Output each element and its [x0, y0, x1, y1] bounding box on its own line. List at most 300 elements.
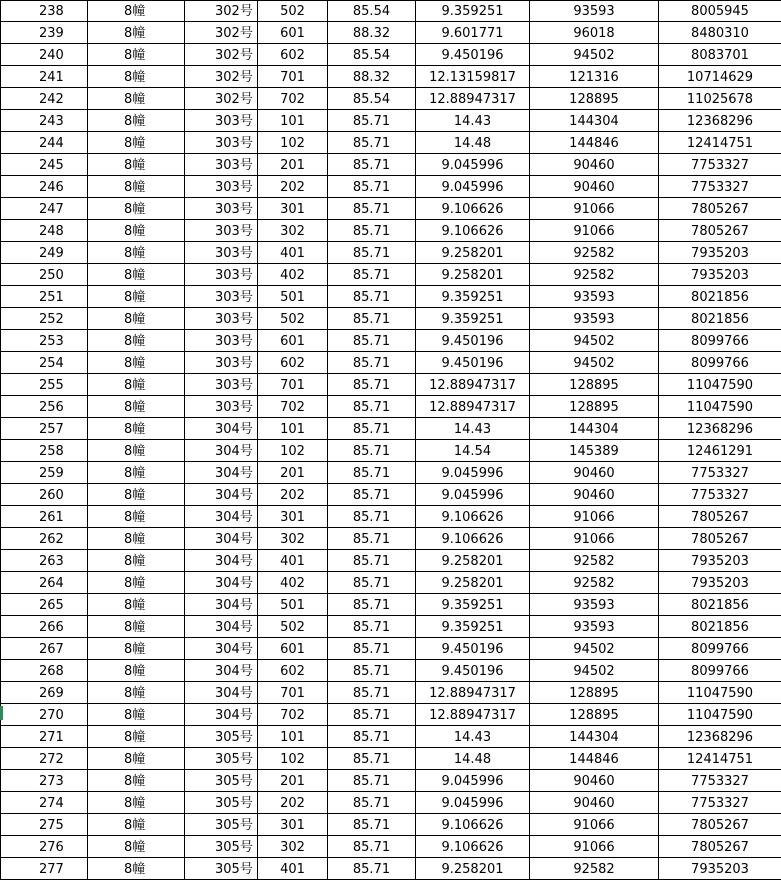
cell-price[interactable]: 91066: [530, 528, 659, 550]
cell-total[interactable]: 7935203: [659, 572, 781, 594]
cell-total[interactable]: 11025678: [659, 88, 781, 110]
cell-unit[interactable]: 304号: [185, 418, 258, 440]
cell-row-no[interactable]: 262: [1, 528, 88, 550]
cell-unit-price[interactable]: 9.450196: [416, 660, 530, 682]
cell-price[interactable]: 128895: [530, 704, 659, 726]
cell-unit[interactable]: 303号: [185, 198, 258, 220]
cell-total[interactable]: 8021856: [659, 286, 781, 308]
cell-total[interactable]: 7805267: [659, 220, 781, 242]
cell-unit-price[interactable]: 9.450196: [416, 330, 530, 352]
cell-total[interactable]: 8480310: [659, 22, 781, 44]
cell-row-no[interactable]: 250: [1, 264, 88, 286]
cell-price[interactable]: 91066: [530, 506, 659, 528]
cell-row-no[interactable]: 271: [1, 726, 88, 748]
cell-unit[interactable]: 302号: [185, 22, 258, 44]
cell-row-no[interactable]: 241: [1, 66, 88, 88]
cell-room[interactable]: 302: [258, 528, 328, 550]
cell-row-no[interactable]: 251: [1, 286, 88, 308]
cell-price[interactable]: 144304: [530, 110, 659, 132]
cell-total[interactable]: 7805267: [659, 836, 781, 858]
cell-area[interactable]: 85.71: [328, 374, 416, 396]
cell-building[interactable]: 8幢: [88, 616, 185, 638]
cell-unit[interactable]: 302号: [185, 66, 258, 88]
cell-unit-price[interactable]: 9.450196: [416, 638, 530, 660]
cell-room[interactable]: 601: [258, 330, 328, 352]
cell-total[interactable]: 8099766: [659, 660, 781, 682]
cell-row-no[interactable]: 258: [1, 440, 88, 462]
cell-row-no[interactable]: 265: [1, 594, 88, 616]
cell-room[interactable]: 401: [258, 550, 328, 572]
cell-area[interactable]: 85.71: [328, 308, 416, 330]
cell-price[interactable]: 92582: [530, 858, 659, 880]
cell-unit[interactable]: 305号: [185, 726, 258, 748]
cell-unit-price[interactable]: 9.258201: [416, 858, 530, 880]
cell-total[interactable]: 7935203: [659, 858, 781, 880]
cell-building[interactable]: 8幢: [88, 528, 185, 550]
cell-room[interactable]: 301: [258, 198, 328, 220]
cell-row-no[interactable]: 244: [1, 132, 88, 154]
cell-unit[interactable]: 305号: [185, 792, 258, 814]
cell-room[interactable]: 202: [258, 176, 328, 198]
cell-row-no[interactable]: 246: [1, 176, 88, 198]
cell-price[interactable]: 90460: [530, 484, 659, 506]
cell-unit-price[interactable]: 9.106626: [416, 198, 530, 220]
cell-building[interactable]: 8幢: [88, 308, 185, 330]
cell-row-no[interactable]: 261: [1, 506, 88, 528]
cell-total[interactable]: 7753327: [659, 792, 781, 814]
cell-total[interactable]: 11047590: [659, 396, 781, 418]
cell-total[interactable]: 8021856: [659, 616, 781, 638]
cell-price[interactable]: 94502: [530, 352, 659, 374]
cell-unit-price[interactable]: 9.045996: [416, 462, 530, 484]
cell-unit[interactable]: 303号: [185, 220, 258, 242]
cell-building[interactable]: 8幢: [88, 792, 185, 814]
cell-unit-price[interactable]: 9.258201: [416, 264, 530, 286]
cell-unit-price[interactable]: 9.045996: [416, 770, 530, 792]
cell-price[interactable]: 90460: [530, 176, 659, 198]
cell-price[interactable]: 92582: [530, 264, 659, 286]
cell-row-no[interactable]: 254: [1, 352, 88, 374]
cell-unit[interactable]: 302号: [185, 1, 258, 22]
cell-row-no[interactable]: 274: [1, 792, 88, 814]
cell-area[interactable]: 85.71: [328, 462, 416, 484]
cell-unit[interactable]: 303号: [185, 374, 258, 396]
cell-room[interactable]: 602: [258, 352, 328, 374]
cell-row-no[interactable]: 255: [1, 374, 88, 396]
cell-total[interactable]: 7753327: [659, 462, 781, 484]
cell-building[interactable]: 8幢: [88, 726, 185, 748]
cell-row-no[interactable]: 238: [1, 1, 88, 22]
cell-price[interactable]: 90460: [530, 154, 659, 176]
cell-building[interactable]: 8幢: [88, 550, 185, 572]
cell-room[interactable]: 702: [258, 88, 328, 110]
cell-total[interactable]: 8021856: [659, 308, 781, 330]
cell-room[interactable]: 201: [258, 154, 328, 176]
cell-room[interactable]: 201: [258, 462, 328, 484]
cell-unit[interactable]: 304号: [185, 616, 258, 638]
cell-building[interactable]: 8幢: [88, 704, 185, 726]
cell-room[interactable]: 101: [258, 418, 328, 440]
cell-unit-price[interactable]: 14.43: [416, 418, 530, 440]
cell-total[interactable]: 7753327: [659, 484, 781, 506]
cell-row-no[interactable]: 259: [1, 462, 88, 484]
cell-unit[interactable]: 305号: [185, 770, 258, 792]
cell-room[interactable]: 102: [258, 748, 328, 770]
cell-row-no[interactable]: 242: [1, 88, 88, 110]
cell-area[interactable]: 85.71: [328, 352, 416, 374]
cell-unit-price[interactable]: 12.88947317: [416, 682, 530, 704]
cell-room[interactable]: 702: [258, 396, 328, 418]
cell-total[interactable]: 12368296: [659, 726, 781, 748]
cell-row-no[interactable]: 267: [1, 638, 88, 660]
cell-room[interactable]: 502: [258, 1, 328, 22]
cell-total[interactable]: 12414751: [659, 132, 781, 154]
cell-total[interactable]: 8099766: [659, 638, 781, 660]
cell-price[interactable]: 93593: [530, 1, 659, 22]
cell-building[interactable]: 8幢: [88, 814, 185, 836]
cell-price[interactable]: 93593: [530, 308, 659, 330]
cell-area[interactable]: 85.71: [328, 264, 416, 286]
cell-unit-price[interactable]: 9.359251: [416, 616, 530, 638]
cell-price[interactable]: 94502: [530, 638, 659, 660]
cell-building[interactable]: 8幢: [88, 374, 185, 396]
cell-building[interactable]: 8幢: [88, 154, 185, 176]
cell-row-no[interactable]: 257: [1, 418, 88, 440]
cell-total[interactable]: 7805267: [659, 528, 781, 550]
cell-price[interactable]: 93593: [530, 616, 659, 638]
cell-row-no[interactable]: 252: [1, 308, 88, 330]
cell-price[interactable]: 121316: [530, 66, 659, 88]
cell-room[interactable]: 101: [258, 726, 328, 748]
cell-area[interactable]: 85.71: [328, 836, 416, 858]
cell-area[interactable]: 85.71: [328, 484, 416, 506]
cell-price[interactable]: 93593: [530, 286, 659, 308]
cell-area[interactable]: 85.71: [328, 528, 416, 550]
cell-price[interactable]: 144304: [530, 418, 659, 440]
cell-total[interactable]: 12414751: [659, 748, 781, 770]
cell-unit[interactable]: 305号: [185, 748, 258, 770]
cell-building[interactable]: 8幢: [88, 682, 185, 704]
cell-room[interactable]: 302: [258, 220, 328, 242]
cell-building[interactable]: 8幢: [88, 638, 185, 660]
cell-area[interactable]: 85.71: [328, 594, 416, 616]
cell-unit[interactable]: 304号: [185, 704, 258, 726]
cell-unit[interactable]: 303号: [185, 264, 258, 286]
cell-total[interactable]: 7935203: [659, 264, 781, 286]
cell-row-no[interactable]: 269: [1, 682, 88, 704]
cell-unit-price[interactable]: 12.88947317: [416, 374, 530, 396]
cell-building[interactable]: 8幢: [88, 484, 185, 506]
cell-area[interactable]: 85.71: [328, 616, 416, 638]
cell-price[interactable]: 92582: [530, 572, 659, 594]
cell-room[interactable]: 401: [258, 242, 328, 264]
cell-price[interactable]: 144846: [530, 132, 659, 154]
cell-unit-price[interactable]: 9.359251: [416, 286, 530, 308]
cell-unit[interactable]: 303号: [185, 396, 258, 418]
cell-total[interactable]: 11047590: [659, 682, 781, 704]
cell-unit-price[interactable]: 9.258201: [416, 242, 530, 264]
cell-row-no[interactable]: 264: [1, 572, 88, 594]
cell-room[interactable]: 401: [258, 858, 328, 880]
cell-building[interactable]: 8幢: [88, 44, 185, 66]
cell-total[interactable]: 12461291: [659, 440, 781, 462]
cell-room[interactable]: 202: [258, 484, 328, 506]
cell-unit-price[interactable]: 9.045996: [416, 176, 530, 198]
cell-area[interactable]: 85.71: [328, 418, 416, 440]
cell-area[interactable]: 85.71: [328, 220, 416, 242]
cell-building[interactable]: 8幢: [88, 660, 185, 682]
cell-unit[interactable]: 304号: [185, 462, 258, 484]
cell-price[interactable]: 128895: [530, 374, 659, 396]
cell-price[interactable]: 92582: [530, 242, 659, 264]
cell-unit[interactable]: 303号: [185, 154, 258, 176]
cell-price[interactable]: 90460: [530, 462, 659, 484]
cell-area[interactable]: 85.71: [328, 132, 416, 154]
cell-row-no[interactable]: 268: [1, 660, 88, 682]
cell-price[interactable]: 94502: [530, 330, 659, 352]
cell-unit-price[interactable]: 9.258201: [416, 572, 530, 594]
cell-price[interactable]: 128895: [530, 396, 659, 418]
cell-area[interactable]: 85.71: [328, 726, 416, 748]
cell-building[interactable]: 8幢: [88, 88, 185, 110]
cell-unit[interactable]: 305号: [185, 814, 258, 836]
cell-unit-price[interactable]: 14.43: [416, 110, 530, 132]
cell-building[interactable]: 8幢: [88, 396, 185, 418]
cell-area[interactable]: 85.71: [328, 858, 416, 880]
cell-row-no[interactable]: 276: [1, 836, 88, 858]
cell-area[interactable]: 85.71: [328, 572, 416, 594]
cell-total[interactable]: 7805267: [659, 198, 781, 220]
cell-unit[interactable]: 302号: [185, 88, 258, 110]
cell-area[interactable]: 85.71: [328, 330, 416, 352]
cell-unit[interactable]: 302号: [185, 44, 258, 66]
cell-room[interactable]: 302: [258, 836, 328, 858]
cell-total[interactable]: 7753327: [659, 176, 781, 198]
cell-unit-price[interactable]: 9.359251: [416, 308, 530, 330]
cell-area[interactable]: 85.54: [328, 44, 416, 66]
cell-unit-price[interactable]: 9.106626: [416, 836, 530, 858]
cell-building[interactable]: 8幢: [88, 286, 185, 308]
cell-unit-price[interactable]: 9.045996: [416, 154, 530, 176]
cell-unit-price[interactable]: 9.258201: [416, 550, 530, 572]
cell-room[interactable]: 402: [258, 572, 328, 594]
cell-unit[interactable]: 304号: [185, 638, 258, 660]
cell-unit-price[interactable]: 9.106626: [416, 814, 530, 836]
cell-row-no[interactable]: 243: [1, 110, 88, 132]
cell-room[interactable]: 402: [258, 264, 328, 286]
cell-unit-price[interactable]: 9.106626: [416, 528, 530, 550]
cell-price[interactable]: 128895: [530, 88, 659, 110]
cell-unit-price[interactable]: 12.88947317: [416, 88, 530, 110]
cell-row-no[interactable]: 249: [1, 242, 88, 264]
cell-room[interactable]: 701: [258, 682, 328, 704]
cell-price[interactable]: 91066: [530, 220, 659, 242]
cell-total[interactable]: 12368296: [659, 418, 781, 440]
cell-unit-price[interactable]: 14.48: [416, 748, 530, 770]
cell-building[interactable]: 8幢: [88, 132, 185, 154]
cell-unit[interactable]: 303号: [185, 176, 258, 198]
cell-row-no[interactable]: 240: [1, 44, 88, 66]
cell-price[interactable]: 96018: [530, 22, 659, 44]
cell-unit-price[interactable]: 12.13159817: [416, 66, 530, 88]
cell-room[interactable]: 702: [258, 704, 328, 726]
cell-total[interactable]: 8099766: [659, 330, 781, 352]
cell-total[interactable]: 7805267: [659, 506, 781, 528]
cell-row-no[interactable]: 248: [1, 220, 88, 242]
cell-room[interactable]: 601: [258, 638, 328, 660]
cell-area[interactable]: 85.71: [328, 176, 416, 198]
cell-building[interactable]: 8幢: [88, 418, 185, 440]
cell-building[interactable]: 8幢: [88, 66, 185, 88]
cell-area[interactable]: 85.71: [328, 770, 416, 792]
cell-unit[interactable]: 304号: [185, 528, 258, 550]
cell-total[interactable]: 7753327: [659, 770, 781, 792]
cell-price[interactable]: 145389: [530, 440, 659, 462]
cell-unit[interactable]: 304号: [185, 484, 258, 506]
cell-unit-price[interactable]: 9.045996: [416, 484, 530, 506]
cell-room[interactable]: 601: [258, 22, 328, 44]
cell-price[interactable]: 91066: [530, 836, 659, 858]
cell-row-no[interactable]: 253: [1, 330, 88, 352]
cell-building[interactable]: 8幢: [88, 352, 185, 374]
cell-building[interactable]: 8幢: [88, 572, 185, 594]
cell-total[interactable]: 11047590: [659, 704, 781, 726]
cell-unit-price[interactable]: 14.54: [416, 440, 530, 462]
cell-unit[interactable]: 303号: [185, 132, 258, 154]
cell-row-no[interactable]: 245: [1, 154, 88, 176]
cell-area[interactable]: 88.32: [328, 66, 416, 88]
cell-area[interactable]: 85.71: [328, 154, 416, 176]
cell-row-no[interactable]: 273: [1, 770, 88, 792]
cell-building[interactable]: 8幢: [88, 462, 185, 484]
cell-building[interactable]: 8幢: [88, 748, 185, 770]
cell-price[interactable]: 93593: [530, 594, 659, 616]
cell-unit-price[interactable]: 9.359251: [416, 1, 530, 22]
cell-unit[interactable]: 303号: [185, 352, 258, 374]
cell-unit-price[interactable]: 12.88947317: [416, 396, 530, 418]
cell-building[interactable]: 8幢: [88, 770, 185, 792]
cell-total[interactable]: 12368296: [659, 110, 781, 132]
cell-row-no[interactable]: 272: [1, 748, 88, 770]
cell-price[interactable]: 90460: [530, 792, 659, 814]
cell-area[interactable]: 85.71: [328, 286, 416, 308]
cell-row-no[interactable]: 239: [1, 22, 88, 44]
cell-unit[interactable]: 304号: [185, 550, 258, 572]
cell-unit-price[interactable]: 12.88947317: [416, 704, 530, 726]
cell-area[interactable]: 85.71: [328, 242, 416, 264]
cell-price[interactable]: 92582: [530, 550, 659, 572]
cell-unit-price[interactable]: 9.045996: [416, 792, 530, 814]
cell-building[interactable]: 8幢: [88, 330, 185, 352]
cell-room[interactable]: 501: [258, 286, 328, 308]
cell-unit-price[interactable]: 9.450196: [416, 44, 530, 66]
cell-total[interactable]: 8099766: [659, 352, 781, 374]
cell-unit[interactable]: 304号: [185, 660, 258, 682]
cell-area[interactable]: 85.71: [328, 660, 416, 682]
cell-building[interactable]: 8幢: [88, 858, 185, 880]
cell-room[interactable]: 301: [258, 814, 328, 836]
cell-area[interactable]: 85.71: [328, 110, 416, 132]
cell-building[interactable]: 8幢: [88, 220, 185, 242]
cell-unit[interactable]: 304号: [185, 572, 258, 594]
cell-building[interactable]: 8幢: [88, 594, 185, 616]
cell-unit[interactable]: 305号: [185, 858, 258, 880]
cell-room[interactable]: 101: [258, 110, 328, 132]
cell-total[interactable]: 8021856: [659, 594, 781, 616]
cell-area[interactable]: 85.71: [328, 638, 416, 660]
cell-building[interactable]: 8幢: [88, 264, 185, 286]
cell-unit-price[interactable]: 14.48: [416, 132, 530, 154]
cell-area[interactable]: 85.71: [328, 792, 416, 814]
cell-building[interactable]: 8幢: [88, 110, 185, 132]
cell-building[interactable]: 8幢: [88, 836, 185, 858]
cell-room[interactable]: 701: [258, 66, 328, 88]
cell-row-no[interactable]: 247: [1, 198, 88, 220]
cell-area[interactable]: 85.71: [328, 814, 416, 836]
cell-total[interactable]: 11047590: [659, 374, 781, 396]
cell-unit[interactable]: 304号: [185, 440, 258, 462]
cell-unit[interactable]: 303号: [185, 330, 258, 352]
cell-unit[interactable]: 303号: [185, 110, 258, 132]
cell-price[interactable]: 94502: [530, 44, 659, 66]
cell-room[interactable]: 502: [258, 616, 328, 638]
cell-price[interactable]: 91066: [530, 198, 659, 220]
cell-unit[interactable]: 303号: [185, 242, 258, 264]
cell-unit[interactable]: 303号: [185, 286, 258, 308]
cell-building[interactable]: 8幢: [88, 242, 185, 264]
cell-row-no[interactable]: 263: [1, 550, 88, 572]
cell-unit-price[interactable]: 9.359251: [416, 594, 530, 616]
cell-building[interactable]: 8幢: [88, 440, 185, 462]
cell-unit-price[interactable]: 9.450196: [416, 352, 530, 374]
cell-unit-price[interactable]: 9.106626: [416, 506, 530, 528]
cell-room[interactable]: 602: [258, 660, 328, 682]
cell-area[interactable]: 85.71: [328, 748, 416, 770]
cell-total[interactable]: 10714629: [659, 66, 781, 88]
cell-area[interactable]: 85.71: [328, 198, 416, 220]
cell-unit-price[interactable]: 14.43: [416, 726, 530, 748]
cell-unit[interactable]: 304号: [185, 682, 258, 704]
cell-unit[interactable]: 305号: [185, 836, 258, 858]
cell-unit[interactable]: 304号: [185, 594, 258, 616]
cell-unit[interactable]: 304号: [185, 506, 258, 528]
cell-area[interactable]: 85.71: [328, 550, 416, 572]
cell-building[interactable]: 8幢: [88, 198, 185, 220]
cell-area[interactable]: 85.71: [328, 682, 416, 704]
cell-row-no[interactable]: 266: [1, 616, 88, 638]
cell-price[interactable]: 144304: [530, 726, 659, 748]
cell-room[interactable]: 102: [258, 132, 328, 154]
cell-room[interactable]: 201: [258, 770, 328, 792]
cell-total[interactable]: 7935203: [659, 242, 781, 264]
cell-area[interactable]: 85.54: [328, 1, 416, 22]
cell-unit-price[interactable]: 9.601771: [416, 22, 530, 44]
cell-area[interactable]: 85.71: [328, 506, 416, 528]
cell-area[interactable]: 88.32: [328, 22, 416, 44]
cell-row-no[interactable]: 256: [1, 396, 88, 418]
cell-building[interactable]: 8幢: [88, 22, 185, 44]
cell-total[interactable]: 7805267: [659, 814, 781, 836]
cell-room[interactable]: 301: [258, 506, 328, 528]
cell-row-no[interactable]: 277: [1, 858, 88, 880]
cell-unit[interactable]: 303号: [185, 308, 258, 330]
cell-area[interactable]: 85.71: [328, 704, 416, 726]
cell-room[interactable]: 102: [258, 440, 328, 462]
cell-area[interactable]: 85.54: [328, 88, 416, 110]
cell-price[interactable]: 91066: [530, 814, 659, 836]
cell-room[interactable]: 602: [258, 44, 328, 66]
cell-price[interactable]: 128895: [530, 682, 659, 704]
